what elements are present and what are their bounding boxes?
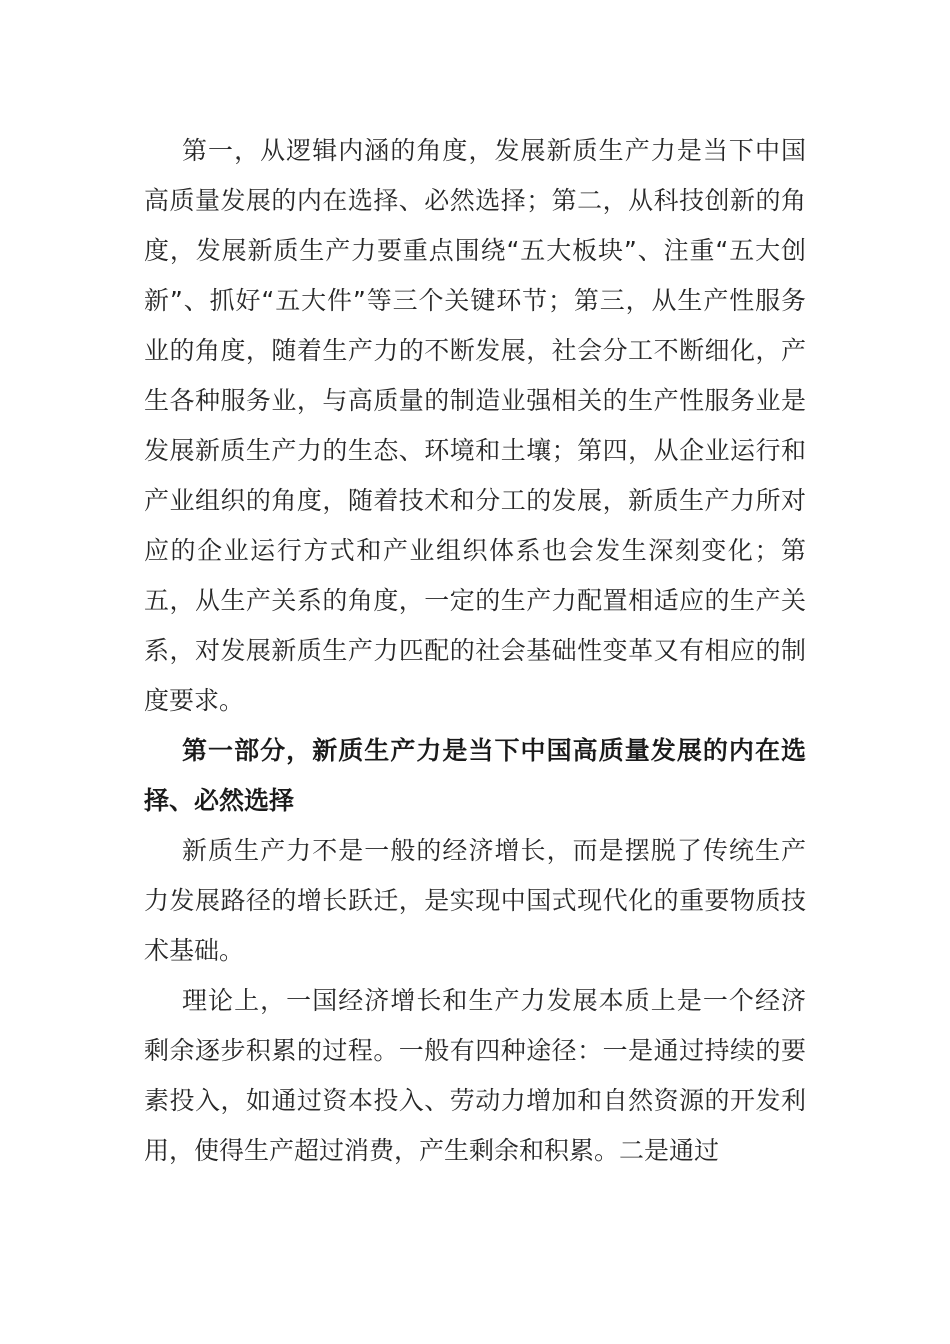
section-paragraph-2: 理论上，一国经济增长和生产力发展本质上是一个经济剩余逐步积累的过程。一般有四种途径：一是通过持续的要素投入，如通过资本投入、劳动力增加和自然资源的开发利用，使得生产超过消费，产生剩余和积累。二是通过 <box>144 986 806 1165</box>
intro-paragraph: 第一，从逻辑内涵的角度，发展新质生产力是当下中国高质量发展的内在选择、必然选择；第二，从科技创新的角度，发展新质生产力要重点围绕“五大板块”、注重“五大创新”、抓好“五大件”等三个关键环节；第三，从生产性服务业的角度，随着生产力的不断发展，社会分工不断细化，产生各种服务业，与高质量的制造业强相关的生产性服务业是发展新质生产力的生态、环境和土壤；第四，从企业运行和产业组织的角度，随着技术和分工的发展，新质生产力所对应的企业运行方式和产业组织体系也会发生深刻变化；第五，从生产关系的角度，一定的生产力配置相适应的生产关系，对发展新质生产力匹配的社会基础性变革又有相应的制度要求。 <box>144 136 806 715</box>
document-page <box>144 126 806 1176</box>
section-paragraph-1: 新质生产力不是一般的经济增长，而是摆脱了传统生产力发展路径的增长跃迁，是实现中国式现代化的重要物质技术基础。 <box>144 836 806 965</box>
section-heading: 第一部分，新质生产力是当下中国高质量发展的内在选择、必然选择 <box>144 736 806 815</box>
